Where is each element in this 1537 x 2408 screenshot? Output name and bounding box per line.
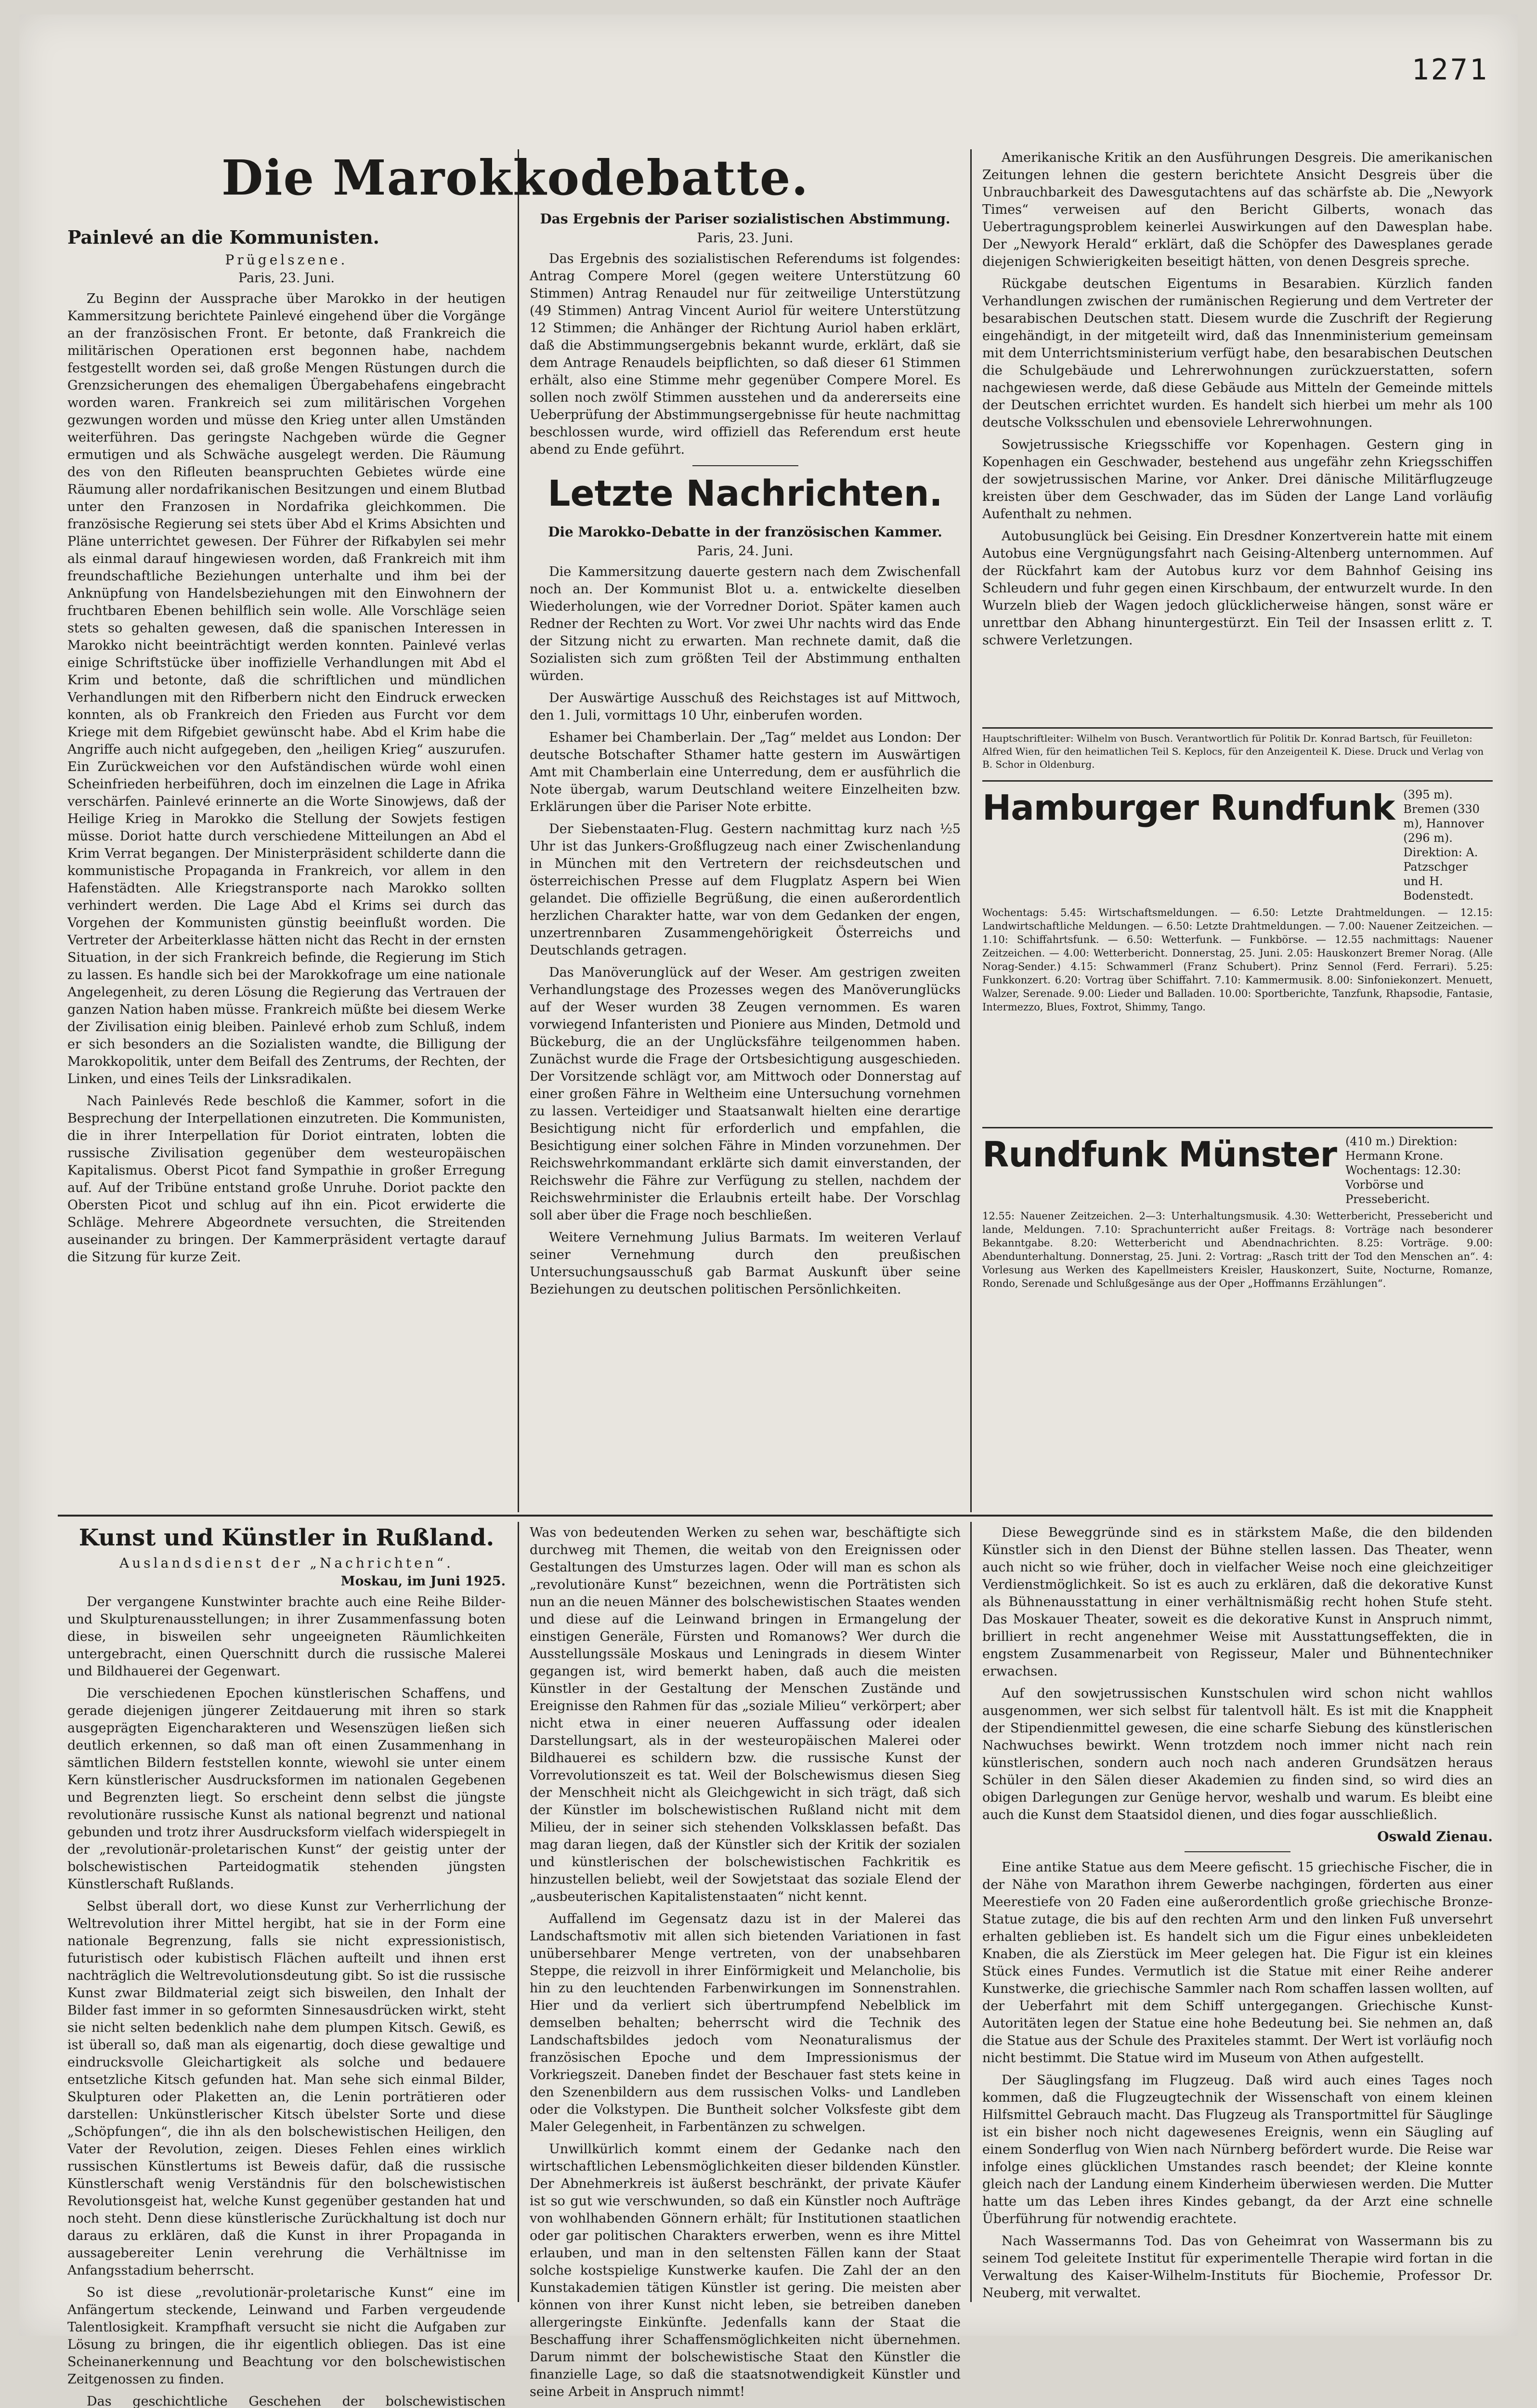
section-heading: Die Marokko-Debatte in der französischen Kammer. [548,524,942,540]
ad-side-text: (410 m.) Direktion: Hermann Krone. Wochentags: 12.30: Vorbörse und Pressebericht. [1345,1135,1461,1206]
divider [982,727,1493,729]
kunst-column-2 [530,1524,961,2399]
paragraph: Selbst überall dort, wo diese Kunst zur Verherrlichung der Weltrevolution ihrer Mittel hergibt, hat sie in der Form eine nationale Begrenzung, falls sie nicht expressionistisch, futuristisch oder kubistisch Flächen aufteilt und ihnen erst nachträglich die Weltrevolutionsdeutung gibt. So ist die russische Kunst zwar Bildmaterial zeigt sich bisweilen, den Inhalt der Bilder fast immer in so geformten Sinnesausdrücken wirkt, steht sie nicht selten bedenklich nahe dem plumpen Kitsch. Gewiß, es ist überall so, daß man als eigenartig, doch diese gewaltige und eindrucksvolle Gleichartigkeit als solche und bedauere entsetzliche Kitsch gefunden hat. Man sehe sich einmal Bilder, Skulpturen oder Plaketten an, die Lenin porträtieren oder darstellen: Unkünstlerischer Kitsch übelster Sorte und diese „Schöpfungen“, die ihn als den bolschewistischen Heiligen, den Vater der Revolution, zeigen. Dieses Fehlen eines wirklich russischen Künstlertums ist Beweis dafür, daß die russische Künstlerschaft wenig Verständnis für den bolschewistischen Revolutionsgeist hat, welche Kunst gegenüber gestanden hat und noch steht. Denn diese künstlerische Zurückhaltung ist doch nur daraus zu erklären, daß die Kunst in ihrer Propaganda in aussagebereiter Lenin verehrung die Verhältnisse im Anfangsstadium beherrscht. [67,1899,506,2278]
paragraph: Der Siebenstaaten-Flug. Gestern nachmittag kurz nach ½5 Uhr ist das Junkers-Großflugzeug nach einer Zwischenlandung in München mit den Vertretern der reichsdeutschen und österreichischen Presse auf dem Flugplatz Aspern bei Wien gelandet. Die offizielle Begrüßung, die einen außerordentlich herzlichen Charakter hatte, war von dem Gedanken der engen, unzertrennbaren Zusammengehörigkeit Österreichs und Deutschlands getragen. [530,822,961,958]
paragraph: Auf den sowjetrussischen Kunstschulen wird schon nicht wahllos ausgenommen, wer sich selbst für talentvoll hält. Es ist mit die Knappheit der Stipendienmittel gewesen, die eine scharfe Siebung des künstlerischen Nachwuchses bewirkt. Wenn trotzdem noch immer nicht nach rein künstlerischen, sondern auch noch nach anderen Grundsätzen heraus Schüler in den Sälen dieser Akademien zu finden sind, so wird dies an obigen Darlegungen zur Genüge hervor, weshalb und warum. Es bleibt eine auch die Kunst dem Staatsidol dienen, und dies fogar ausschließlich. [982,1686,1493,1822]
ad-rundfunk-munster [982,1134,1493,1500]
dateline: Paris, 24. Juni. [697,544,794,559]
article-source: Auslandsdienst der „Nachrichten“. [119,1555,454,1571]
paragraph: Der vergangene Kunstwinter brachte auch eine Reihe Bilder- und Skulpturenausstellungen; in ihrer Zusammenfassung boten diese, in bisweilen sehr ungeeigneten Räumlichkeiten untergebracht, einen Querschnitt durch die russische Malerei und Bildhauerei der Gegenwart. [67,1595,506,1679]
article-kicker: Prügelszene. [225,252,348,268]
article-subtitle: Painlevé an die Kommunisten. [67,226,379,248]
ad-program: 12.55: Nauener Zeitzeichen. 2—3: Unterhaltungsmusik. 4.30: Wetterbericht, Pressebericht und lande, Meldungen. 7.10: Sprachunterricht außer Freitags. 8: Vorträge nach besonderer Bekanntgabe. 8.20: Wetterbericht und Abendnachrichten. 8.25: Vorträge. 9.00: Abendunterhaltung. Donnerstag, 25. Juni. 2: Vortrag: „Rasch tritt der Tod den Menschen an“. 4: Vorlesung aus Werken des Kapellmeisters Kreisler, Hauskonzert, Suite, Nocturne, Romanze, Rondo, Serenade und Schlußgesänge aus der Oper „Hoffmanns Erzählungen“. [982,1210,1493,1289]
divider [982,780,1493,782]
paragraph: Autobusunglück bei Geising. Ein Dresdner Konzertverein hatte mit einem Autobus eine Vergnügungsfahrt nach Geising-Altenberg unternommen. Auf der Rückfahrt kam der Autobus kurz vor dem Bahnhof Geising ins Schleudern und fuhr gegen einen Kirschbaum, der entwurzelt wurde. In den Wurzeln blieb der Wagen jedoch glücklicherweise hängen, sonst wäre er unrettbar den Abhang hinuntergestürzt. Ein Teil der Insassen erlitt z. T. schwere Verletzungen. [982,529,1493,648]
paragraph: Die Kammersitzung dauerte gestern nach dem Zwischenfall noch an. Der Kommunist Blot u. a. entwickelte dieselben Wiederholungen, wie der Vorredner Doriot. Später kamen auch Redner der Rechten zu Wort. Vor zwei Uhr nachts wird das Ende der Sitzung nicht zu erwarten. Man rechnete damit, daß die Sozialisten sich zum größten Teil der Abstimmung enthalten würden. [530,564,961,683]
paragraph: Der Auswärtige Ausschuß des Reichstages ist auf Mittwoch, den 1. Juli, vormittags 10 Uhr, einberufen worden. [530,691,961,723]
divider [982,1127,1493,1128]
page-number: 1271 [1411,53,1489,87]
news-column-3 [982,149,1493,727]
marokko-column-2 [530,207,961,1507]
paragraph: Eshamer bei Chamberlain. Der „Tag“ meldet aus London: Der deutsche Botschafter Sthamer hatte gestern im Auswärtigen Amt mit Chamberlain eine Unterredung, dem er ausführlich die Note übergab, warum Deutschland weitere Einzelheiten bzw. Erklärungen über die Pariser Note erbitte. [530,730,961,814]
ad-title: Hamburger Rundfunk [982,787,1395,828]
paragraph: Die verschiedenen Epochen künstlerischen Schaffens, und gerade diejenigen jüngerer Zeitdauerung mit ihren so stark ausgeprägten Eigencharakteren und Wesenszügen ließen sich deutlich erkennen, so daß man oft einen Zusammenhang in sämtlichen Bildern feststellen konnte, wiewohl sie unter einem Kern künstlerischer Ausdrucksformen im nationalen Gegebenen und Begrenzten liegt. So erscheint denn selbst die jüngste revolutionäre russische Kunst als national begrenzt und national gebunden und trotz ihrer Ausdrucksform vielfach widerspiegelt in der „revolutionär-proletarischen Kunst“ der geistig unter der bolschewistischen Parteidogmatik stehenden jüngsten Künstlerschaft Rußlands. [67,1686,506,1892]
paragraph: Nach Wassermanns Tod. Das von Geheimrat von Wassermann bis zu seinem Tod geleitete Institut für experimentelle Therapie wird fortan in die Verwaltung des Kaiser-Wilhelm-Instituts für Biochemie, Professor Dr. Neuberg, mit verwaltet. [982,2234,1493,2301]
ad-side-text: (395 m). Bremen (330 m), Hannover (296 m). Direktion: A. Patzschger und H. Bodenstedt. [1403,788,1484,903]
ad-title: Rundfunk Münster [982,1134,1337,1175]
separator [692,465,798,466]
paragraph: Der Säuglingsfang im Flugzeug. Daß wird auch eines Tages noch kommen, daß die Flugzeugtechnik der Wissenschaft von einem kleinen Hilfsmittel Gebrauch macht. Das Flugzeug als Transportmittel für Säuglinge ist ein bisher noch nicht dagewesenes Ereignis, wenn ein Säugling auf einem Sonderflug von Wien nach Nürnberg befördert wurde. Die Reise war infolge eines glücklichen Umstandes rasch beendet; der Kleine konnte gleich nach der Landung einem Kinderheim überwiesen werden. Die Mutter hatte um das Leben ihres Kindes gebangt, da der Arzt eine schnelle Überführung für notwendig erachtete. [982,2073,1493,2226]
ad-program: Wochentags: 5.45: Wirtschaftsmeldungen. — 6.50: Letzte Drahtmeldungen. — 12.15: Landwirtschaftliche Meldungen. — 6.50: Letzte Drahtmeldungen. — 7.00: Nauener Zeitzeichen. — 1.10: Schiffahrtsfunk. — 6.50: Wetterfunk. — Funkbörse. — 12.55 nachmittags: Nauener Zeitzeichen. — 4.00: Wetterbericht. Donnerstag, 25. Juni. 2.05: Hauskonzert Bremer Norag. (Alle Norag-Sender.) 4.15: Schwammerl (Franz Schubert). Prinz Sennol (Ferd. Ferrari). 5.25: Funkkonzert. 6.20: Vortrag über Schiffahrt. 7.10: Kammermusik. 8.00: Sinfoniekonzert. Menuett, Walzer, Serenade. 9.00: Lieder und Balladen. 10.00: Sportberichte, Tanzfunk, Rhapsodie, Fantasie, Intermezzo, Blues, Foxtrot, Shimmy, Tango. [982,907,1493,1013]
paragraph: Das Ergebnis des sozialistischen Referendums ist folgendes: Antrag Compere Morel (gegen weitere Unterstützung 60 Stimmen) Antrag Renaudel nur für zeitweilige Unterstützung (49 Stimmen) Antrag Vincent Auriol für weitere Unterstützung 12 Stimmen; die Anhänger der Richtung Auriol haben erklärt, daß die Abstimmungsergebnis bekannt wurde, erklärt, daß sie dem Antrage Renaudels beipflichten, so daß dieser 61 Stimmen erhält, also eine Stimme mehr gegenüber Compere Morel. Es sollen noch zwölf Stimmen ausstehen und da andererseits eine Ueberprüfung der Abstimmungsergebnisse für heute nachmittag beschlossen wurde, wird offiziell das Referendum erst heute abend zu Ende geführt. [530,251,961,457]
paragraph: Auffallend im Gegensatz dazu ist in der Malerei das Landschaftsmotiv mit allen sich bietenden Variationen in fast unübersehbarer Menge vertreten, von der unabsehbaren Steppe, die reizvoll in ihrer Einförmigkeit und Melancholie, bis hin zu den leuchtenden Farbenwirkungen im Sonnenstrahlen. Hier und da verliert sich übertrumpfend Nebelblick im demselben behalten; beherrscht wird die Technik des Landschaftsbildes jedoch vom Neonaturalismus der französischen Epoche und dem Impressionismus der Vorkriegszeit. Daneben findet der Beschauer fast stets keine in den Szenenbildern aus dem russischen Volks- und Landleben oder die Volkstypen. Die Buntheit solcher Volksfeste gibt dem Maler Gelegenheit, in Farbentänzen zu schwelgen. [530,1911,961,2134]
newspaper-page [19,14,1518,2408]
paragraph: So ist diese „revolutionär-proletarische Kunst“ eine im Anfängertum steckende, Leinwand und Farben vergeudende Talentlosigkeit. Krampfhaft versucht sie nicht die Aufgaben zur Lösung zu bringen, die ihr eigentlich obliegen. Das ist eine Scheinanerkennung und Beachtung vor den bolschewistischen Zeitgenossen zu finden. [67,2285,506,2387]
separator [1185,1851,1290,1852]
section-heading: Das Ergebnis der Pariser sozialistischen Abstimmung. [540,211,951,227]
article-title: Kunst und Künstler in Rußland. [78,1524,495,1551]
paragraph: Was von bedeutenden Werken zu sehen war, beschäftigte sich durchweg mit Themen, die weitab von den Ereignissen oder Gestaltungen des Umsturzes lagen. Oder will man es schon als „revolutionäre Kunst“ bezeichnen, wenn die Porträtisten sich nun an die neuen Männer des bolschewistischen Staates wenden und diese auf die Leinwand bringen in Ermangelung der einstigen Generäle, Fürsten und Romanows? Wer durch die Ausstellungssäle Moskaus und Leningrads in diesem Winter gegangen ist, wird bemerkt haben, daß auch die meisten Künstler in der Gestaltung der Menschen Zustände und Ereignisse den Rahmen für das „soziale Milieu“ verkörpert; aber nicht etwa in einer neueren Auffassung oder idealen Darstellungsart, als in der westeuropäischen Malerei oder Bildhauerei es schildern bzw. die russische Kunst der Vorrevolutionszeit es tat. Weil der Bolschewismus diesen Sieg der Menschheit nicht als Gleichgewicht in sich trägt, daß sich der Künstler im bolschewistischen Rußland nicht mit dem Milieu, der in seiner sich stehenden Volksklassen befaßt. Das mag daran liegen, daß der Künstler sich der Kritik der sozialen und künstlerischen der bolschewistischen Fachkritik es hinzustellen beliebt, weil der Sowjetstaat das soziale Elend der „ausbeuterischen Kapitalistenstaaten“ nicht kennt. [530,1525,961,1904]
column-rule [518,1522,519,2302]
paragraph: Sowjetrussische Kriegsschiffe vor Kopenhagen. Gestern ging in Kopenhagen ein Geschwader, bestehend aus ungefähr zehn Kriegsschiffen der sowjetrussischen Marine, vor Anker. Drei dänische Militärflugzeuge kreisten über dem Geschwader, das im Süden der Lange Land vorläufig Aufenthalt zu nehmen. [982,437,1493,522]
article-title: Die Marokkodebatte. [221,149,809,206]
paragraph: Amerikanische Kritik an den Ausführungen Desgreis. Die amerikanischen Zeitungen lehnen die gestern berichtete Ansicht Desgreis über die Unbrauchbarkeit des Dawesgutachtens auf das schärfste ab. Die „Newyork Times“ verweisen auf den Bericht Gilberts, wonach das Uebertragungsproblem keinerlei Auswirkungen auf den Dawesplan habe. Der „Newyork Herald“ erklärt, daß die Schöpfer des Dawesplanes gerade diejenigen Schwierigkeiten beseitigt hätten, von denen Desgreis spreche. [982,150,1493,269]
column-rule [518,149,519,1512]
dateline: Paris, 23. Juni. [238,271,335,286]
paragraph: Zu Beginn der Aussprache über Marokko in der heutigen Kammersitzung berichtete Painlevé eingehend über die Vorgänge an der französischen Front. Er betonte, daß Frankreich die militärischen Operationen erst begonnen habe, nachdem festgestellt worden sei, daß große Mengen Rüstungen durch die Grenzsicherungen des ehemaligen Übergabehafens eingebracht worden waren. Frankreich sei zum militärischen Vorgehen gezwungen worden und müsse den Krieg unter allen Umständen weiterführen. Das geringste Nachgeben würde die Gegner ermutigen und als Schwäche ausgelegt werden. Die Räumung des von den Rifleuten beanspruchten Gebietes würde eine Räumung aller nordafrikanischen Besitzungen und einem Blutbad unter den Franzosen in Nordafrika gleichkommen. Die französische Regierung sei stets über Abd el Krims Absichten und Pläne unterrichtet gewesen. Der Führer der Rifkabylen sei mehr als einmal darauf hingewiesen worden, daß Frankreich mit ihm freundschaftliche Beziehungen unterhalte und ihm bei der Anknüpfung von Handelsbeziehungen mit den Einwohnern der fruchtbaren Ebenen behilflich sein wolle. Alle Vorschläge seien stets so gehalten gewesen, daß die spanischen Interessen in Marokko nicht beeinträchtigt werden konnten. Painlevé verlas einige Schriftstücke über inoffizielle Verhandlungen mit Abd el Krim und betonte, daß die schriftlichen und mündlichen Verhandlungen mit den Rifberbern nicht den Eindruck erwecken konnten, als ob Frankreich den Frieden aus Furcht vor dem Kriege mit dem Rifgebiet gewünscht habe. Abd el Krim habe die Angriffe auch nicht aufgegeben, den „heiligen Krieg“ auszurufen. Ein Zurückweichen vor den Aufständischen würde wohl einen Scheinfrieden herbeiführen, doch im einzelnen die Lage in Afrika verschärfen. Painlevé erinnerte an die Worte Sinowjews, daß der Heilige Krieg in Marokko die Stellung der Sowjets festigen müsse. Doriot hatte durch verschiedene Mitteilungen an Abd el Krim Verrat begangen. Der Ministerpräsident schilderte dann die kommunistische Propaganda in Frankreich, vor allem in den Hafenstädten. Alle Kriegstransporte nach Marokko sollten verhindert werden. Die Lage Abd el Krims sei durch das Vorgehen der Kommunisten günstig beeinflußt worden. Die Vertreter der Arbeiterklasse hätten nicht das Recht in der ernsten Situation, in der sich Frankreich befinde, die Regierung im Stich zu lassen. Es handle sich bei der Marokkofrage um eine nationale Angelegenheit, zu deren Lösung die Regierung das Vertrauen der ganzen Nation haben müsse. Frankreich müßte bei diesem Werke der Zivilisation einig bleiben. Painlevé erhob zum Schluß, indem er sich besonders an die Sozialisten wandte, die Billigung der Marokkopolitik, unter dem Beifall des Zentrums, der Rechten, der Linken, und eines Teils der Linksradikalen. [67,291,506,1086]
column-rule [970,1522,972,2302]
paragraph: Diese Beweggründe sind es in stärkstem Maße, die den bildenden Künstler sich in den Dienst der Bühne stellen lassen. Das Theater, wenn auch nicht so wie früher, doch in vielfacher Weise noch eine gleichzeitiger Verdienstmöglichkeit. So ist es auch zu erklären, daß die dekorative Kunst als Bühnenausstattung in einer verhältnismäßig recht hohen Stufe steht. Das Moskauer Theater, soweit es die dekorative Kunst in Anspruch nimmt, brilliert in recht angenehmer Weise mit Ausstattungseffekten, die in engstem Zusammenarbeit von Regisseur, Maler und Bühnentechniker erwachsen. [982,1525,1493,1679]
paragraph: Eine antike Statue aus dem Meere gefischt. 15 griechische Fischer, die in der Nähe von Marathon ihrem Gewerbe nachgingen, förderten aus einer Meerestiefe von 20 Faden eine außerordentlich große griechische Bronze-Statue zutage, die bis auf den rechten Arm und den linken Fuß unversehrt erhalten geblieben ist. Es handelt sich um die Figur eines unbekleideten Knaben, die als Zierstück im Meer gelegen hat. Die Figur ist ein kleines Stück eines Fundes. Vermutlich ist die Statue mit einer Reihe anderer Kunstwerke, die griechische Sammler nach Rom schaffen lassen wollten, auf der Ueberfahrt mit dem Schiff untergegangen. Griechische Kunst-Autoritäten legen der Statue eine hohe Bedeutung bei. Sie nehmen an, daß die Statue aus der Schule des Praxiteles stammt. Der Wert ist vorläufig noch nicht bestimmt. Die Statue wird im Museum von Athen aufgestellt. [982,1860,1493,2066]
section-divider [58,1515,1493,1517]
paragraph: Rückgabe deutschen Eigentums in Besarabien. Kürzlich fanden Verhandlungen zwischen der rumänischen Regierung und dem Vertreter der besarabischen Deutschen statt. Diesem wurde die Zuschrift der Regierung eingehändigt, in der mitgeteilt wird, daß das Innenministerium gemeinsam mit dem Unterrichtsministerium verfügt habe, den besarabischen Deutschen die Schulgebäude und Lehrerwohnungen zurückzuerstatten, sofern nachgewiesen werde, daß diese Gebäude aus Mitteln der Gemeinde mittels der Deutschen errichtet wurden. Es handelt sich hierbei um mehr als 100 deutsche Volksschulen und ebensoviele Lehrerwohnungen. [982,276,1493,430]
paragraph: Das geschichtliche Geschehen der bolschewistischen [87,2394,506,2408]
paragraph: Nach Painlevés Rede beschloß die Kammer, sofort in die Besprechung der Interpellationen einzutreten. Die Kommunisten, die in ihrer Interpellation für Doriot eintraten, lobten die russische Zivilisation gegenüber dem westeuropäischen Kapitalismus. Oberst Picot fand Sympathie in großer Erregung auf. Auf der Tribüne entstand große Unruhe. Doriot packte den Obersten Picot und schlug auf ihn ein. Picot erwiderte die Schläge. Mehrere Abgeordnete versuchten, die Streitenden auseinander zu bringen. Der Kammerpräsident vertagte darauf die Sitzung für kurze Zeit. [67,1094,506,1265]
column-rule [970,149,972,1512]
paragraph: Weitere Vernehmung Julius Barmats. Im weiteren Verlauf seiner Vernehmung durch den preußischen Untersuchungsausschuß gab Barmat Auskunft über seine Beziehungen zu deutschen politischen Persönlichkeiten. [530,1230,961,1297]
kunst-column-1 [67,1524,506,2408]
author-signature: Oswald Zienau. [1377,1829,1493,1845]
dateline: Paris, 23. Juni. [697,231,794,246]
marokko-column-1 [67,226,506,1507]
paragraph: Das Manöverunglück auf der Weser. Am gestrigen zweiten Verhandlungstage des Prozesses wegen des Manöverunglücks auf der Weser wurden 38 Zeugen vernommen. Es waren vorwiegend Infanteristen und Pioniere aus Minden, Detmold und Bückeburg, die an der Unglücksfähre teilgenommen haben. Zunächst wurde die Frage der Ortsbesichtigung ausgeschieden. Der Vorsitzende schlägt vor, am Mittwoch oder Donnerstag auf einer großen Fähre in Weltheim eine Untersuchung vornehmen zu lassen. Verteidiger und Staatsanwalt hielten eine derartige Besichtigung nicht für erforderlich und empfahlen, die Besichtigung einer solchen Fähre in Minden vorzunehmen. Der Reichswehrkommandant erklärte sich damit einverstanden, der Reichswehr die Fähre zur Verfügung zu stellen, nachdem der Reichswehrminister die Erlaubnis erteilt habe. Der Vorschlag soll aber über die Frage noch beschließen. [530,965,961,1223]
imprint: Hauptschriftleiter: Wilhelm von Busch. Verantwortlich für Politik Dr. Konrad Bartsch, für Feuilleton: Alfred Wien, für den heimatlichen Teil S. Keplocs, für den Anzeigenteil K. Diese. Druck und Verlag von B. Schor in Oldenburg. [982,733,1484,770]
ad-hamburger-rundfunk [982,787,1493,1125]
dateline: Moskau, im Juni 1925. [340,1574,506,1589]
section-title: Letzte Nachrichten. [547,473,943,514]
kunst-column-3 [982,1524,1493,2304]
paragraph: Unwillkürlich kommt einem der Gedanke nach den wirtschaftlichen Lebensmöglichkeiten dieser bildenden Künstler. Der Abnehmerkreis ist äußerst beschränkt, der private Käufer ist so gut wie verschwunden, so daß ein Künstler noch Aufträge von wohlhabenden Gönnern erhält; für Institutionen staatlichen oder gar politischen Charakters erwerben, wenn es ihre Mittel erlauben, und man in den seltensten Fällen kann der Staat solche kostspielige Kunstwerke kaufen. Die Zahl der an den Kunstakademien tätigen Künstler ist gering. Die meisten aber können von ihrer Kunst nicht leben, sie betreiben daneben allergeringste Einkünfte. Jedenfalls kann der Staat die Beschaffung ihrer Schaffensmöglichkeiten nicht übernehmen. Darum nimmt der bolschewistische Staat den Künstler die finanzielle Lage, so daß die staatsnotwendigkeit Künstler und seine Arbeit in Anspruch nimmt! [530,2142,961,2399]
